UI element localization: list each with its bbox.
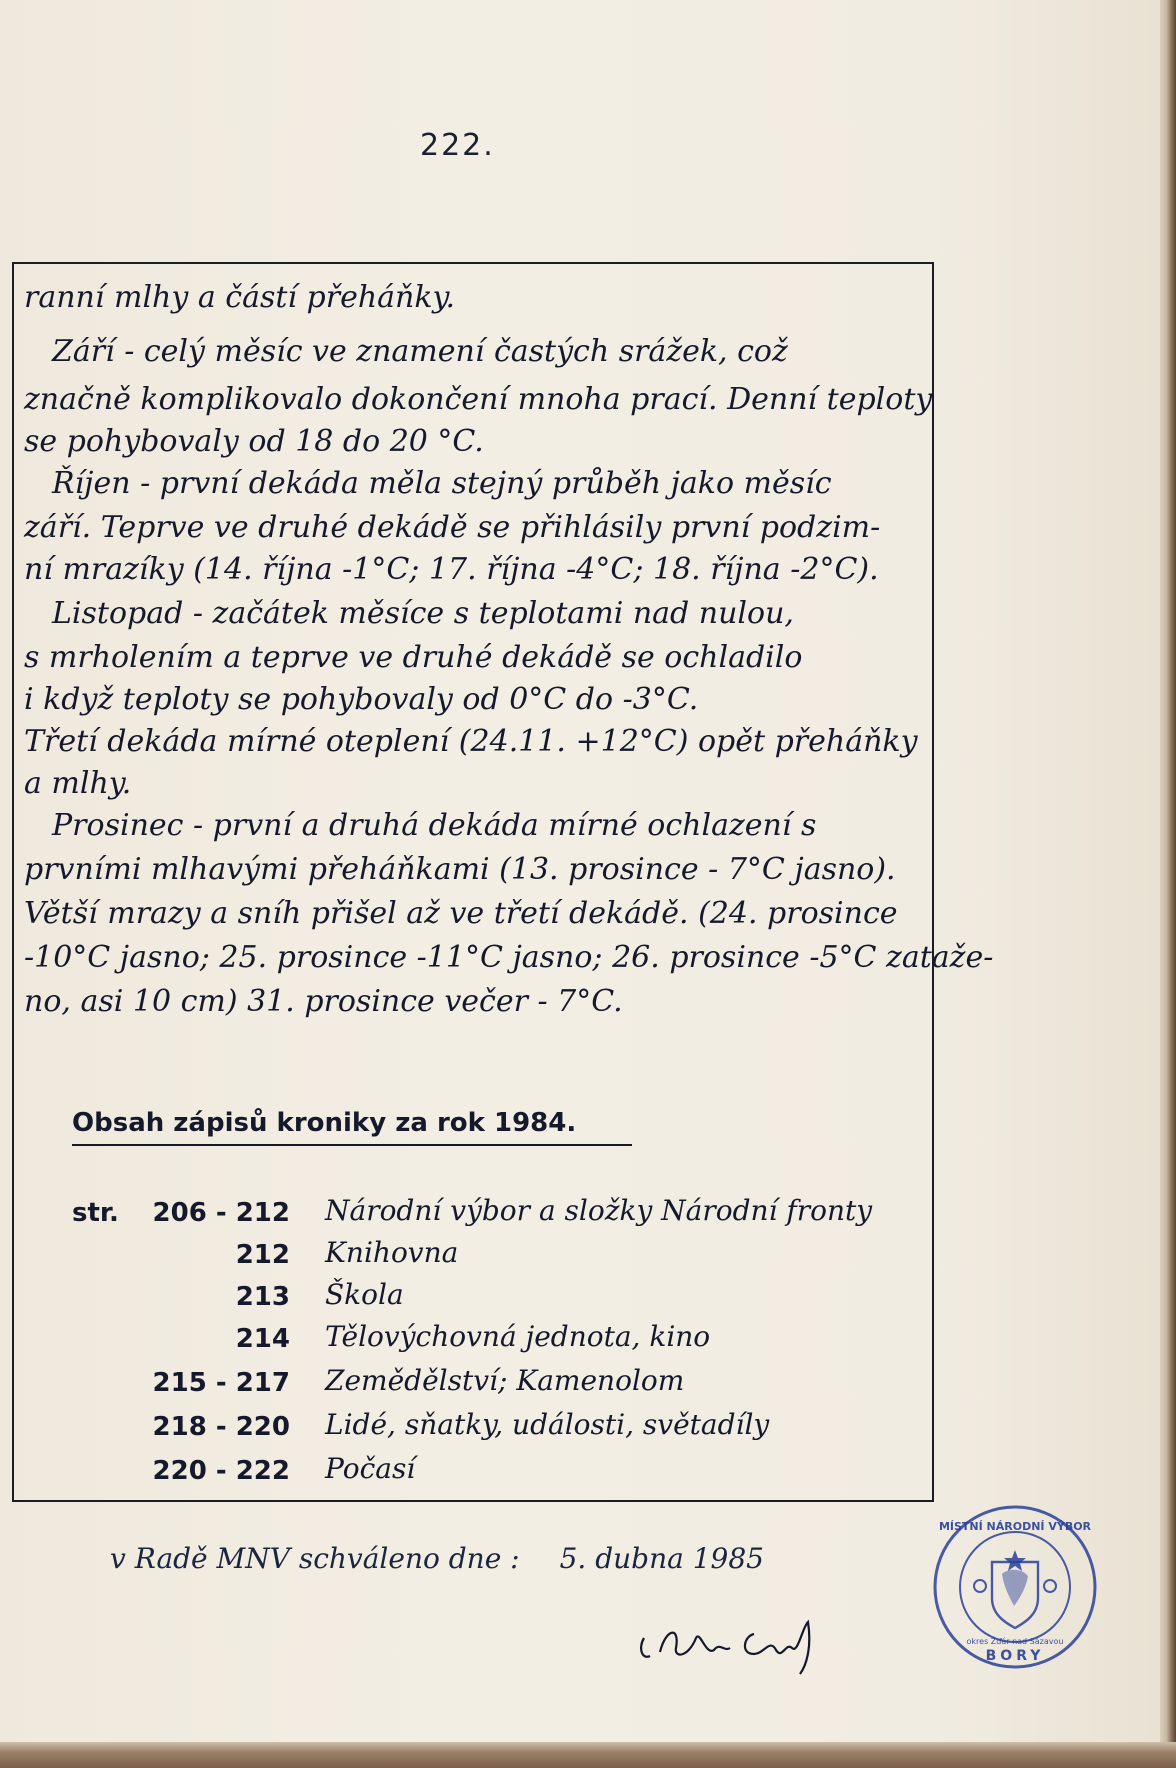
entry-line: s mrholením a teprve ve druhé dekádě se ochladilo: [24, 640, 803, 675]
toc-topic: Knihovna: [325, 1236, 459, 1269]
book-bottom-edge: [0, 1742, 1176, 1768]
entry-line-prosinec: Prosinec - první a druhá dekáda mírné ochlazení s: [52, 808, 817, 843]
stamp-sub-text: okres Žďár nad Sázavou: [966, 1637, 1064, 1646]
entry-line: a mlhy.: [24, 766, 132, 801]
stamp-bottom-text: BORY: [985, 1648, 1045, 1664]
entry-line: Větší mrazy a sníh přišel až ve třetí dekádě. (24. prosince: [24, 896, 898, 931]
approval-text: v Radě MNV schváleno dne :: [110, 1542, 520, 1575]
toc-pages: 206 - 212: [152, 1198, 290, 1228]
toc-topic: Tělovýchovná jednota, kino: [325, 1320, 711, 1353]
approval-line: [110, 1542, 764, 1575]
toc-topic: Škola: [325, 1278, 404, 1311]
stamp-top-text: MÍSTNÍ NÁRODNÍ VÝBOR: [938, 1520, 1092, 1533]
toc-pages: 213: [235, 1282, 290, 1312]
summary-title: Obsah zápisů kroniky za rok 1984.: [72, 1108, 632, 1146]
toc-pages: 212: [235, 1240, 290, 1270]
str-label: str.: [72, 1198, 119, 1228]
entry-line: ní mrazíky (14. října -1°C; 17. října -4°C; 18. října -2°C).: [24, 552, 879, 587]
entry-line: -10°C jasno; 25. prosince -11°C jasno; 26. prosince -5°C zataže-: [24, 940, 994, 975]
entry-line: ranní mlhy a částí přeháňky.: [24, 280, 456, 315]
toc-pages: 215 - 217: [152, 1368, 290, 1398]
entry-line-zari: Září - celý měsíc ve znamení častých srážek, což: [52, 334, 788, 369]
toc-topic: Lidé, sňatky, události, světadíly: [325, 1408, 770, 1441]
page-number: 222.: [420, 128, 495, 163]
toc-pages: 218 - 220: [152, 1412, 290, 1442]
toc-topic: Počasí: [325, 1452, 416, 1485]
entry-line-listopad: Listopad - začátek měsíce s teplotami nad nulou,: [52, 596, 794, 631]
toc-topic: Národní výbor a složky Národní fronty: [325, 1194, 873, 1227]
entry-line: no, asi 10 cm) 31. prosince večer - 7°C.: [24, 984, 623, 1019]
entry-line: září. Teprve ve druhé dekádě se přihlásily první podzim-: [24, 510, 881, 545]
entry-line: Třetí dekáda mírné oteplení (24.11. +12°C) opět přeháňky: [24, 724, 918, 759]
entry-line: se pohybovaly od 18 do 20 °C.: [24, 424, 484, 459]
toc-topic: Zemědělství; Kamenolom: [325, 1364, 685, 1397]
handwritten-signature: [636, 1608, 836, 1678]
toc-pages: 214: [235, 1324, 290, 1354]
entry-line-rijen: Říjen - první dekáda měla stejný průběh jako měsíc: [52, 466, 832, 501]
entry-line: i když teploty se pohybovaly od 0°C do -3°C.: [24, 682, 699, 717]
approval-date: 5. dubna 1985: [559, 1542, 764, 1575]
book-spine-edge: [1160, 0, 1176, 1768]
entry-line: značně komplikovalo dokončení mnoha prací. Denní teploty: [24, 382, 933, 417]
toc-pages: 220 - 222: [152, 1456, 290, 1486]
official-stamp: [930, 1502, 1100, 1672]
entry-line: prvními mlhavými přeháňkami (13. prosince - 7°C jasno).: [24, 852, 896, 887]
